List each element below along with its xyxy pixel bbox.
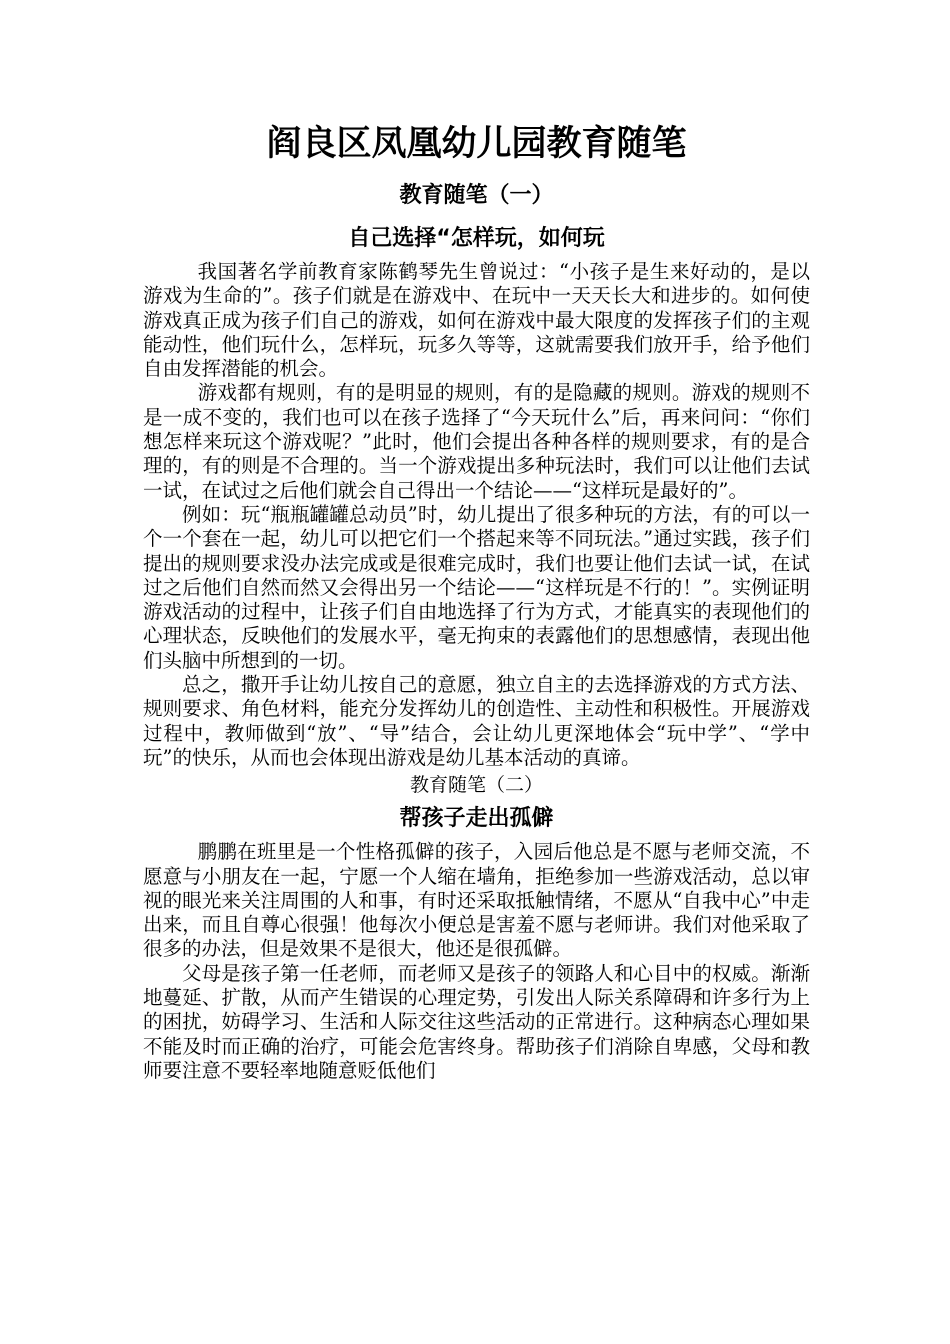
document-title: 阎良区凤凰幼儿园教育随笔 bbox=[266, 124, 687, 164]
essay-2-paragraph: 父母是孩子第一任老师，而老师又是孩子的领路人和心目中的权威。渐渐地蔓延、扩散，从而产生错误的心理定势，引发出人际关系障碍和许多行为上的困扰，妨碍学习、生活和人际交往这些活动的正常进行。这种病态心理如果不能及时而正确的治疗，可能会危害终身。帮助孩子们消除自卑感，父母和教师要注意不要轻率地随意贬低他们 bbox=[143, 961, 810, 1082]
essay-1-heading: 教育随笔（一） bbox=[399, 183, 554, 208]
document-content bbox=[143, 120, 810, 1083]
essay-2-paragraph: 鹏鹏在班里是一个性格孤僻的孩子，入园后他总是不愿与老师交流，不愿意与小朋友在一起，宁愿一个人缩在墙角，拒绝参加一些游戏活动，总以审视的眼光来关注周围的人和事，有时还采取抵触情绪，不愿从“自我中心”中走出来，而且自尊心很强！他每次小便总是害羞不愿与老师讲。我们对他采取了很多的办法，但是效果不是很大，他还是很孤僻。 bbox=[143, 840, 810, 961]
essay-1-paragraph: 例如：玩“瓶瓶罐罐总动员”时，幼儿提出了很多种玩的方法，有的可以一个一个套在一起，幼儿可以把它们一个搭起来等不同玩法。”通过实践，孩子们提出的规则要求没办法完成或是很难完成时，我们也要让他们去试一试，在试过之后他们自然而然又会得出另一个结论——“这样玩是不行的！”。实例证明游戏活动的过程中，让孩子们自由地选择了行为方式，才能真实的表现他们的心理状态，反映他们的发展水平，毫无拘束的表露他们的思想感情，表现出他们头脑中所想到的一切。 bbox=[143, 502, 810, 672]
essay-2-heading: 教育随笔（二） bbox=[409, 774, 543, 797]
essay-2-title: 帮孩子走出孤僻 bbox=[399, 806, 554, 832]
essay-1-paragraph: 我国著名学前教育家陈鹤琴先生曾说过：“小孩子是生来好动的，是以游戏为生命的”。孩子们就是在游戏中、在玩中一天天长大和进步的。如何使游戏真正成为孩子们自己的游戏，如何在游戏中最大限度的发挥孩子们的主观能动性，他们玩什么，怎样玩，玩多久等等，这就需要我们放开手，给予他们自由发挥潜能的机会。 bbox=[143, 260, 810, 381]
essay-1-paragraph: 游戏都有规则，有的是明显的规则，有的是隐藏的规则。游戏的规则不是一成不变的，我们也可以在孩子选择了“今天玩什么”后，再来问问：“你们想怎样来玩这个游戏呢？”此时，他们会提出各种各样的规则要求，有的是合理的，有的则是不合理的。当一个游戏提出多种玩法时，我们可以让他们去试一试，在试过之后他们就会自己得出一个结论——“这样玩是最好的”。 bbox=[143, 381, 810, 502]
essay-1-paragraph: 总之，撒开手让幼儿按自己的意愿，独立自主的去选择游戏的方式方法、规则要求、角色材料，能充分发挥幼儿的创造性、主动性和积极性。开展游戏过程中，教师做到“放”、“导”结合，会让幼儿更深地体会“玩中学”、“学中玩”的快乐，从而也会体现出游戏是幼儿基本活动的真谛。 bbox=[143, 673, 810, 769]
essay-1-title: 自己选择“怎样玩，如何玩 bbox=[348, 226, 605, 251]
